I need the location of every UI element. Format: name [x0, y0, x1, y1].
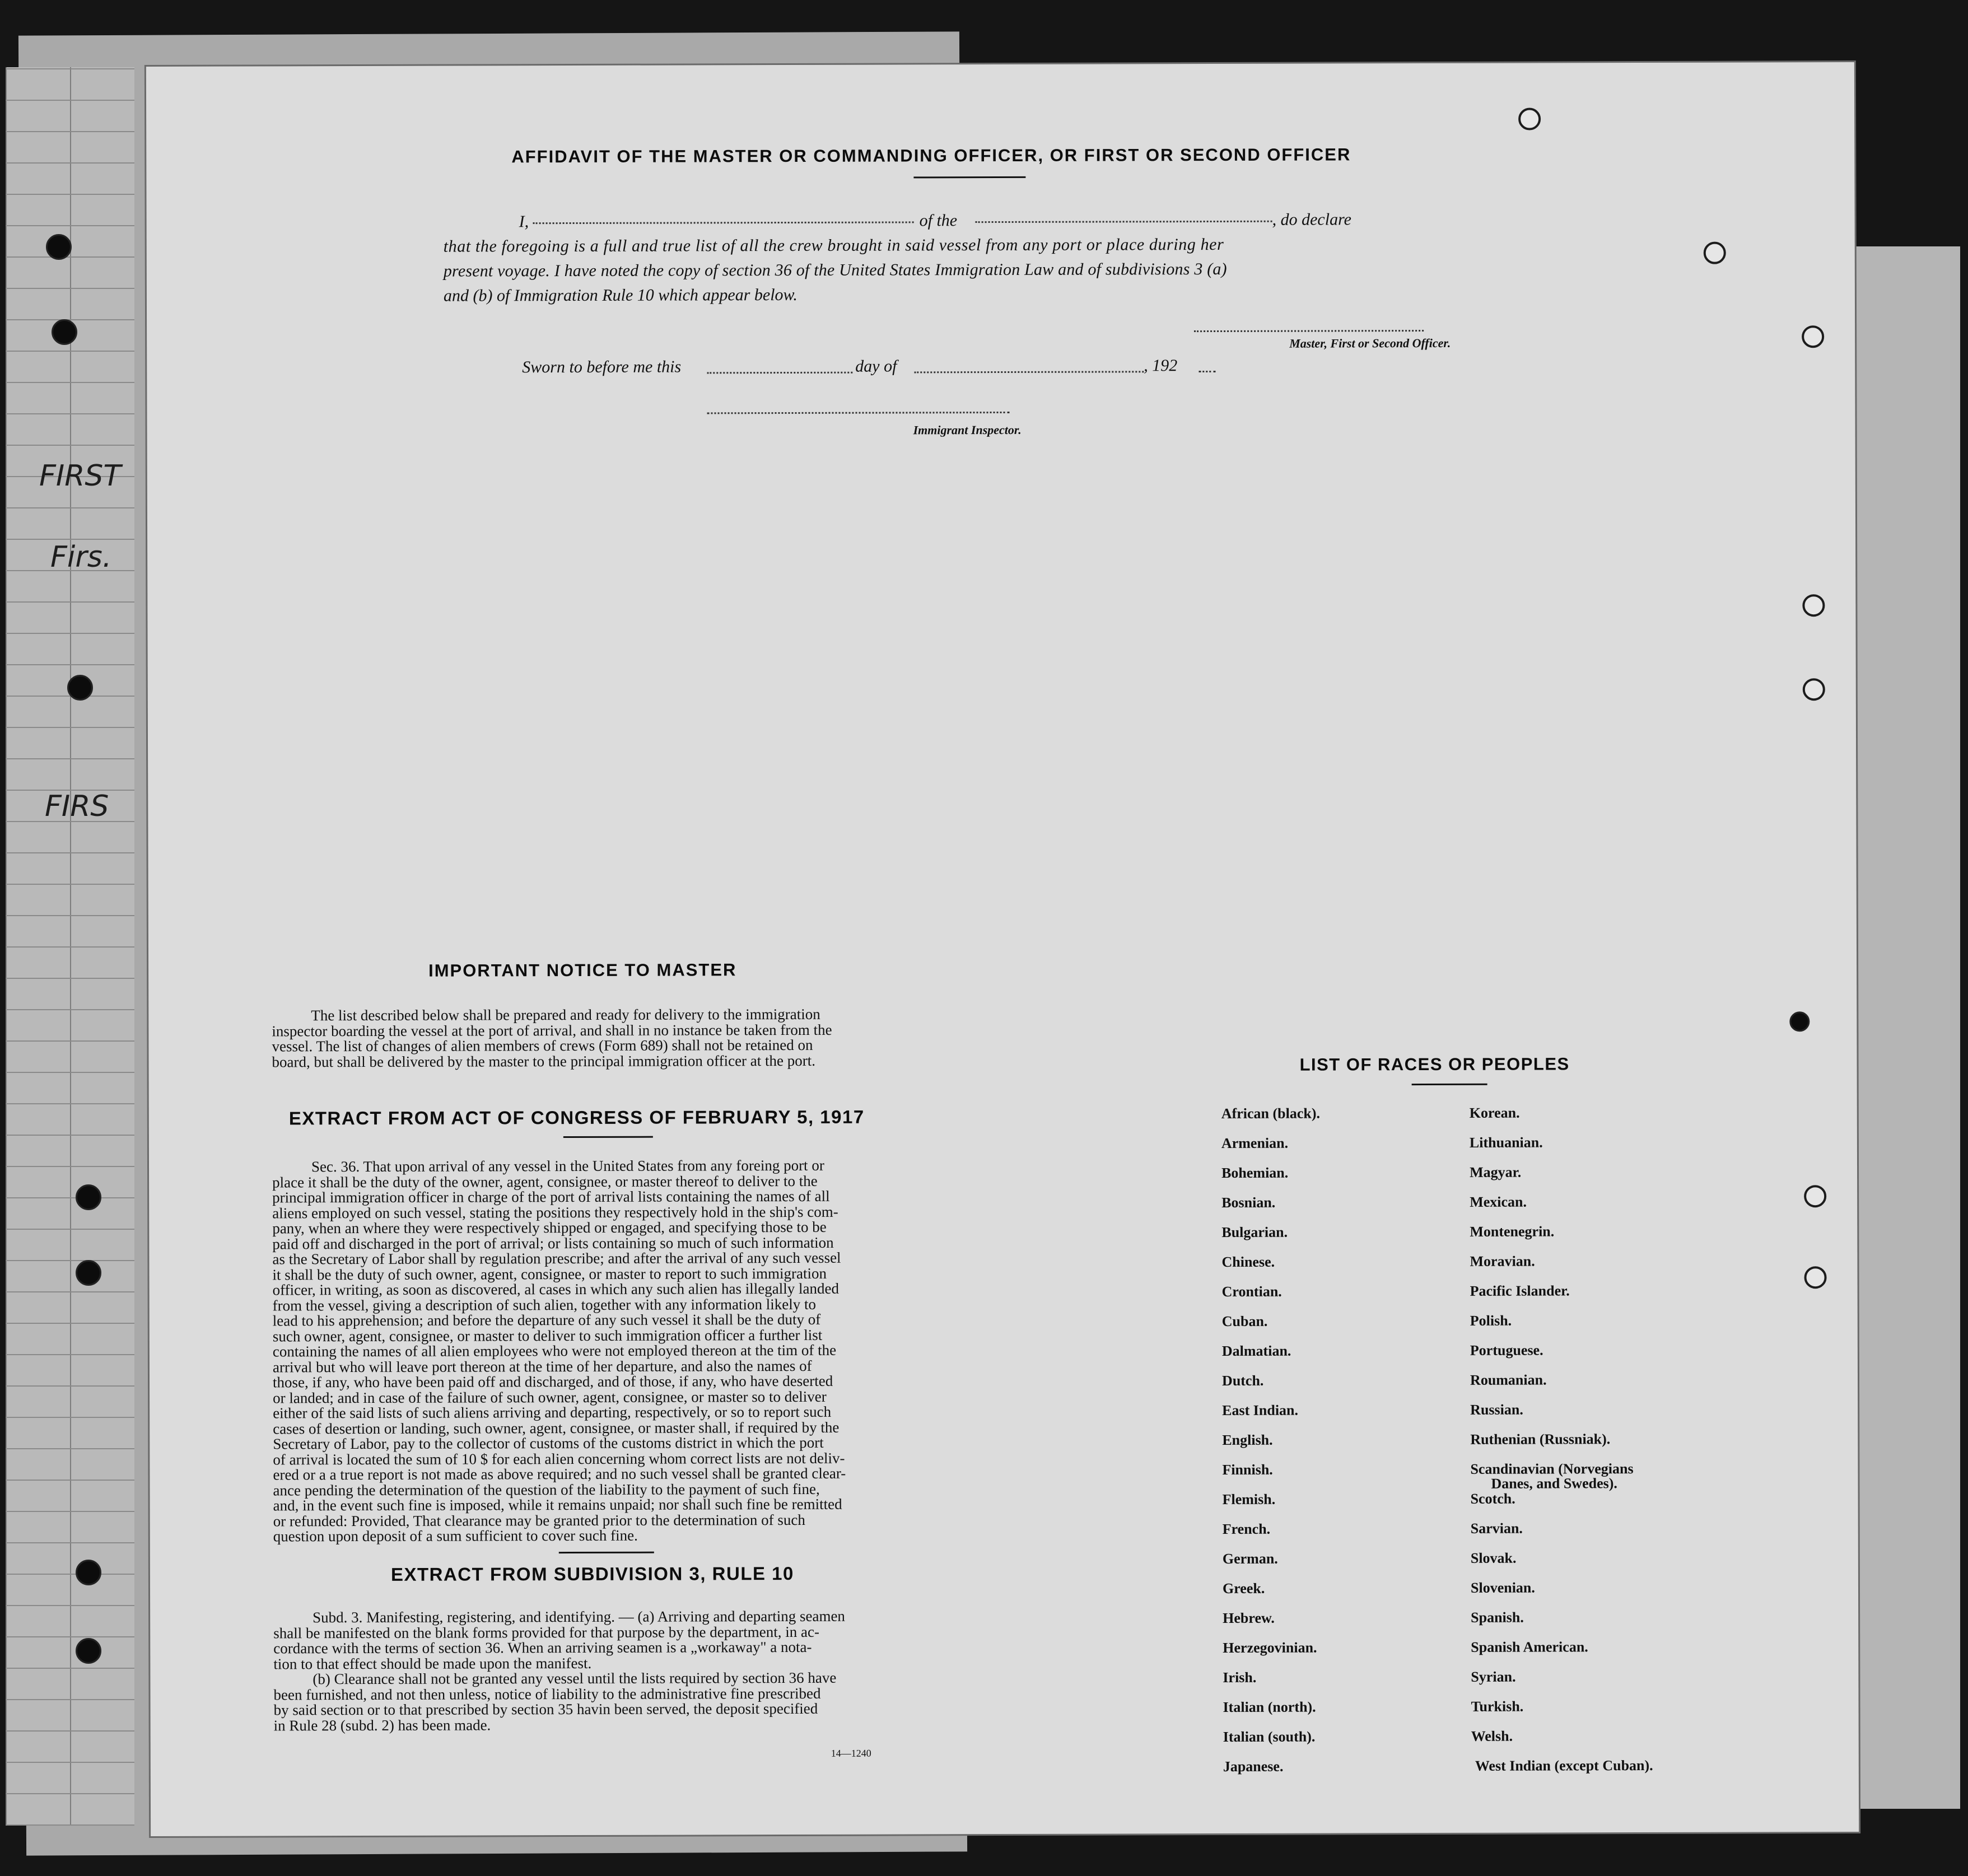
race-item: Roumanian.	[1470, 1371, 1547, 1388]
notice-line: inspector boarding the vessel at the port of arrival, and shall in no instance be taken from the	[272, 1021, 832, 1039]
race-item: Spanish American.	[1471, 1639, 1588, 1655]
race-item: Flemish.	[1222, 1491, 1276, 1508]
act-line: and, in the event such fine is imposed, while it remains unpaid; nor shall such fine be remitted	[273, 1495, 842, 1514]
act-line: ance pending the determination of the question of the liabiIity to the payment of such fine,	[273, 1480, 820, 1499]
act-line: from the vessel, giving a description of such alien, together with any information likely to	[272, 1295, 816, 1314]
notice-line: board, but shall be delivered by the master to the principal immigration officer at the port.	[272, 1052, 816, 1070]
races-rule	[1412, 1084, 1487, 1085]
binder-ring	[1804, 1266, 1826, 1289]
race-item: Finnish.	[1222, 1461, 1273, 1478]
race-item: Magyar.	[1470, 1164, 1522, 1180]
punch-hole	[46, 234, 72, 260]
sworn-year: , 192	[1144, 356, 1178, 375]
act-line: lead to his apprehension; and before the departure of any such vessel it shall be the duty of	[272, 1310, 821, 1329]
title-rule	[913, 176, 1025, 179]
act-line: it shall be the duty of such owner, agent, consignee, or master to report to such immigration	[272, 1264, 827, 1283]
handwritten-margin-2: Firs.	[50, 540, 112, 574]
act-rule	[563, 1136, 653, 1138]
act-title: EXTRACT FROM ACT OF CONGRESS OF FEBRUARY 5, 1917	[288, 1106, 865, 1129]
act-line: aliens employed on such vessel, stating the positions they respectively hold in the ship's com-	[272, 1203, 838, 1221]
race-item: Polish.	[1470, 1312, 1512, 1329]
race-item: Scotch.	[1470, 1490, 1515, 1507]
race-item: Russian.	[1470, 1401, 1523, 1418]
rule-line: by said section or to that prescribed by section 35 havin been served, the deposit specified	[273, 1700, 818, 1719]
race-item: East Indian.	[1222, 1402, 1299, 1418]
affidavit-line-3: present voyage. I have noted the copy of section 36 of the United States Immigration Law and of subdivisions 3 (a)	[443, 259, 1227, 281]
rule-line: tion to that effect should be made upon the manifest.	[273, 1654, 592, 1672]
rule-line: (b) Clearance shall not be granted any vessel until the lists required by section 36 have	[313, 1669, 837, 1688]
notice-title: IMPORTANT NOTICE TO MASTER	[428, 960, 737, 981]
race-item: Turkish.	[1471, 1698, 1524, 1715]
rule-title: EXTRACT FROM SUBDIVISION 3, RULE 10	[390, 1562, 794, 1585]
handwritten-margin-3: FIRS	[45, 790, 109, 823]
race-item: Italian (south).	[1223, 1728, 1316, 1745]
race-item: Spanish.	[1471, 1609, 1524, 1626]
act-line: Secretary of Labor, pay to the collector of customs of the customs district in which the port	[273, 1434, 824, 1453]
race-item: Bohemian.	[1221, 1164, 1289, 1181]
rule-line: shall be manifested on the blank forms provided for that purpose by the department, in ac-	[273, 1623, 819, 1641]
binder-ring	[1518, 108, 1541, 130]
race-item: Mexican.	[1470, 1193, 1527, 1210]
punch-hole	[76, 1560, 101, 1585]
binder-ring	[1803, 678, 1825, 701]
affidavit-line-2: that the foregoing is a full and true list of all the crew brought in said vessel from any port or place during her	[443, 235, 1224, 256]
notice-line: The list described below shall be prepared and ready for delivery to the immigration	[311, 1005, 820, 1024]
rule-line: been furnished, and not then unless, notice of liability to the administrative fine prescribed	[273, 1684, 821, 1703]
race-item: Sarvian.	[1470, 1520, 1523, 1537]
race-item: Cuban.	[1221, 1313, 1268, 1329]
notice-line: vessel. The list of changes of alien members of crews (Form 689) shall not be retained on	[272, 1036, 813, 1055]
race-item: Greek.	[1222, 1580, 1265, 1597]
race-item: French.	[1222, 1520, 1271, 1537]
binder-ring	[1802, 594, 1825, 617]
sworn-day-blank[interactable]	[707, 372, 852, 374]
affidavit-declare: , do declare	[1272, 210, 1351, 229]
punch-hole	[1789, 1011, 1810, 1032]
inspector-label: Immigrant Inspector.	[913, 422, 1022, 437]
race-item: Dalmatian.	[1221, 1342, 1291, 1359]
act-line: either of the said lists of such aliens arriving and departing, respectively, or so to report such	[273, 1403, 832, 1422]
act-line: of arrival is located the sum of 10 $ for each alien concerning whom correct lists are not deliv-	[273, 1449, 845, 1468]
punch-hole	[52, 319, 77, 345]
sworn-year-blank[interactable]	[1198, 371, 1215, 372]
race-item: Crontian.	[1221, 1283, 1282, 1300]
act-line: those, if any, who have been paid off and discharged, and of those, if any, who have deserted	[272, 1372, 833, 1391]
act-line: or landed; and in case of the failure of such owner, agent, consignee, or master so to deliver	[273, 1388, 827, 1406]
act-line: pany, when an where they were respectively shipped or engaged, and specifying those to be	[272, 1218, 827, 1237]
form-number: 14—1240	[831, 1747, 871, 1759]
sworn-month-blank[interactable]	[914, 371, 1144, 373]
act-body	[272, 1158, 979, 1544]
act-line: containing the names of all alien employees who were not employed thereon at the tim of the	[272, 1341, 837, 1360]
name-blank[interactable]	[533, 221, 914, 224]
binder-ring	[1802, 325, 1824, 348]
inspector-signature-blank[interactable]	[707, 412, 1009, 414]
race-item: Hebrew.	[1223, 1609, 1275, 1626]
race-item: Irish.	[1223, 1669, 1257, 1686]
affidavit-i: I,	[519, 212, 529, 231]
punch-hole	[67, 675, 93, 701]
race-item: Slovenian.	[1470, 1579, 1535, 1596]
punch-hole	[76, 1184, 101, 1210]
race-item: Ruthenian (Russniak).	[1470, 1431, 1611, 1448]
binder-ring	[1804, 1185, 1826, 1207]
sworn-text: Sworn to before me this	[522, 357, 682, 377]
notice-body	[272, 1006, 977, 1070]
race-item: Italian (north).	[1223, 1698, 1316, 1715]
master-signature-blank[interactable]	[1194, 330, 1424, 332]
race-item: Moravian.	[1470, 1253, 1535, 1270]
act-line: paid off and discharged in the port of arrival; or lists containing so much of such information	[272, 1234, 834, 1252]
race-item: Herzegovinian.	[1223, 1639, 1317, 1656]
binder-ring	[1704, 242, 1726, 264]
race-item: Portuguese.	[1470, 1342, 1543, 1359]
race-item: West Indian (except Cuban).	[1475, 1757, 1653, 1774]
master-label: Master, First or Second Officer.	[1289, 335, 1451, 351]
sworn-day-of: day of	[855, 357, 897, 376]
act-line: Sec. 36. That upon arrival of any vessel in the United States from any foreing port or	[311, 1156, 824, 1175]
rule-line: cordance with the terms of section 36. When an arriving seamen is a „workaway" a nota-	[273, 1638, 812, 1657]
race-item: Lithuanian.	[1469, 1134, 1543, 1151]
punch-hole	[76, 1260, 101, 1286]
vessel-blank[interactable]	[976, 221, 1272, 223]
punch-hole	[76, 1638, 101, 1664]
race-item: Slovak.	[1470, 1550, 1517, 1566]
races-title: LIST OF RACES OR PEOPLES	[1299, 1054, 1570, 1075]
race-item: Montenegrin.	[1470, 1223, 1555, 1240]
handwritten-margin-1: FIRST	[39, 459, 122, 493]
act-line: cases of desertion or landing, such owner, agent, consignee, or master shall, if required by the	[273, 1418, 840, 1437]
race-item: Bulgarian.	[1221, 1224, 1288, 1240]
underlying-sheet-right	[1848, 246, 1960, 1809]
race-item: Danes, and Swedes).	[1491, 1475, 1617, 1492]
race-item: Scandinavian (Norvegians	[1470, 1460, 1634, 1477]
race-item: English.	[1222, 1431, 1273, 1448]
race-item: African (black).	[1221, 1105, 1321, 1122]
race-item: Welsh.	[1471, 1728, 1513, 1744]
act-line: officer, in writing, as soon as discovered, al cases in which any such alien has illegally landed	[272, 1280, 840, 1299]
act-line: question upon deposit of a sum sufficient to cover such fine.	[273, 1527, 638, 1545]
affidavit-page	[146, 62, 1859, 1836]
act-line: as the Secretary of Labor shall by regulation prescribe; and after the arrival of any such vessel	[272, 1249, 841, 1268]
act-line: ered or a a true report is not made as above required; and no such vessel shall be granted clear-	[273, 1464, 846, 1483]
race-item: Bosnian.	[1221, 1194, 1276, 1211]
race-item: Armenian.	[1221, 1135, 1289, 1151]
act-end-rule	[559, 1552, 654, 1553]
race-item: Dutch.	[1221, 1372, 1264, 1389]
race-item: Japanese.	[1223, 1758, 1284, 1775]
act-line: or refunded: Provided, That clearance may be granted prior to the determination of such	[273, 1511, 805, 1529]
rule-line: Subd. 3. Manifesting, registering, and identifying. — (a) Arriving and departing seamen	[313, 1607, 845, 1626]
act-line: such owner, agent, consignee, or master to deliver to such immigration officer a further list	[272, 1326, 823, 1345]
rule-line: in Rule 28 (subd. 2) has been made.	[273, 1716, 491, 1734]
race-item: German.	[1222, 1550, 1278, 1567]
act-line: principal immigration officer in charge of the port of arrival lists containing the names of all	[272, 1187, 830, 1206]
race-item: Korean.	[1469, 1104, 1520, 1121]
act-line: place it shall be the duty of the owner, agent, consignee, or master thereof to deliver to the	[272, 1172, 818, 1191]
race-item: Pacific Islander.	[1470, 1282, 1570, 1299]
race-item: Chinese.	[1221, 1253, 1275, 1270]
affidavit-line-4: and (b) of Immigration Rule 10 which appear below.	[443, 285, 798, 305]
affidavit-title: AFFIDAVIT OF THE MASTER OR COMMANDING OFFICER, OR FIRST OR SECOND OFFICER	[511, 144, 1351, 167]
act-line: arrival but who will leave port thereon at the time of her departure, and also the names of	[272, 1357, 812, 1375]
affidavit-of-the: of the	[919, 211, 958, 230]
rule-body	[273, 1608, 980, 1733]
race-item: Syrian.	[1471, 1668, 1516, 1685]
